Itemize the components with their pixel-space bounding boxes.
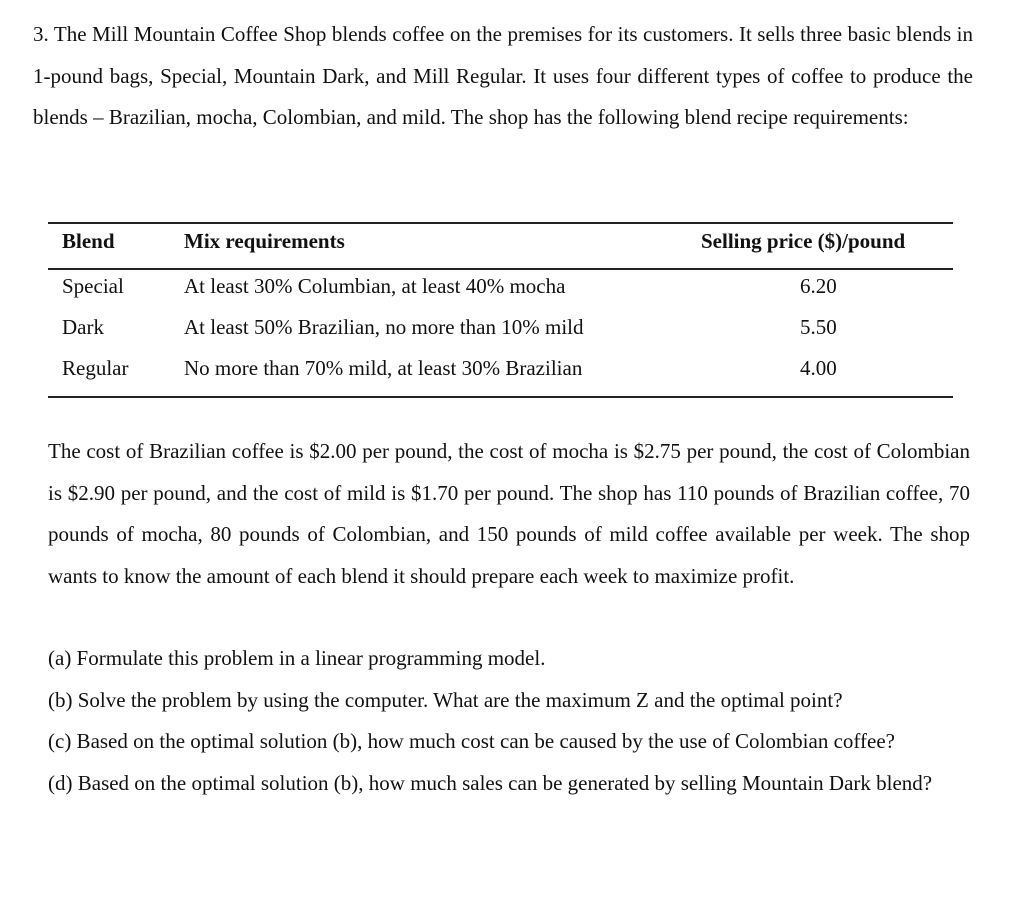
- mix-requirement: At least 30% Columbian, at least 40% mocha: [184, 274, 566, 298]
- table-row: [48, 352, 953, 393]
- mix-requirement: At least 50% Brazilian, no more than 10% mild: [184, 315, 584, 339]
- blend-name: Special: [62, 274, 124, 298]
- blend-recipe-table: [48, 222, 953, 398]
- question-list: [48, 638, 970, 804]
- table-header-row: [48, 224, 953, 270]
- table-row: [48, 311, 953, 352]
- blend-name: Dark: [62, 315, 104, 339]
- cost-availability-paragraph: The cost of Brazilian coffee is $2.00 per pound, the cost of mocha is $2.75 per pound, the cost of Colombian is $2.90 per pound, and the cost of mild is $1.70 per pound. The shop has 110 pounds of Brazilian coffee, 70 pounds of mocha, 80 pounds of Colombian, and 150 pounds of mild coffee available per week. The shop wants to know the amount of each blend it should prepare each week to maximize profit.: [48, 439, 970, 588]
- header-selling-price: Selling price ($)/pound: [701, 229, 906, 253]
- table-row: [48, 270, 953, 311]
- selling-price: 4.00: [800, 356, 837, 380]
- problem-intro: 3. The Mill Mountain Coffee Shop blends coffee on the premises for its customers. It sells three basic blends in 1-pound bags, Special, Mountain Dark, and Mill Regular. It uses four different types of coffee to produce the blends – Brazilian, mocha, Colombian, and mild. The shop has the following blend recipe requirements:: [33, 22, 973, 129]
- header-mix-requirements: Mix requirements: [184, 229, 345, 253]
- blend-name: Regular: [62, 356, 129, 380]
- question-a: (a) Formulate this problem in a linear programming model.: [48, 646, 546, 670]
- mix-requirement: No more than 70% mild, at least 30% Brazilian: [184, 356, 583, 380]
- question-b: (b) Solve the problem by using the computer. What are the maximum Z and the optimal point?: [48, 687, 843, 712]
- header-blend: Blend: [62, 229, 115, 253]
- question-c: (c) Based on the optimal solution (b), how much cost can be caused by the use of Colombian coffee?: [48, 729, 895, 753]
- selling-price: 6.20: [800, 274, 837, 298]
- question-d: (d) Based on the optimal solution (b), how much sales can be generated by selling Mountain Dark blend?: [48, 770, 933, 795]
- selling-price: 5.50: [800, 315, 837, 339]
